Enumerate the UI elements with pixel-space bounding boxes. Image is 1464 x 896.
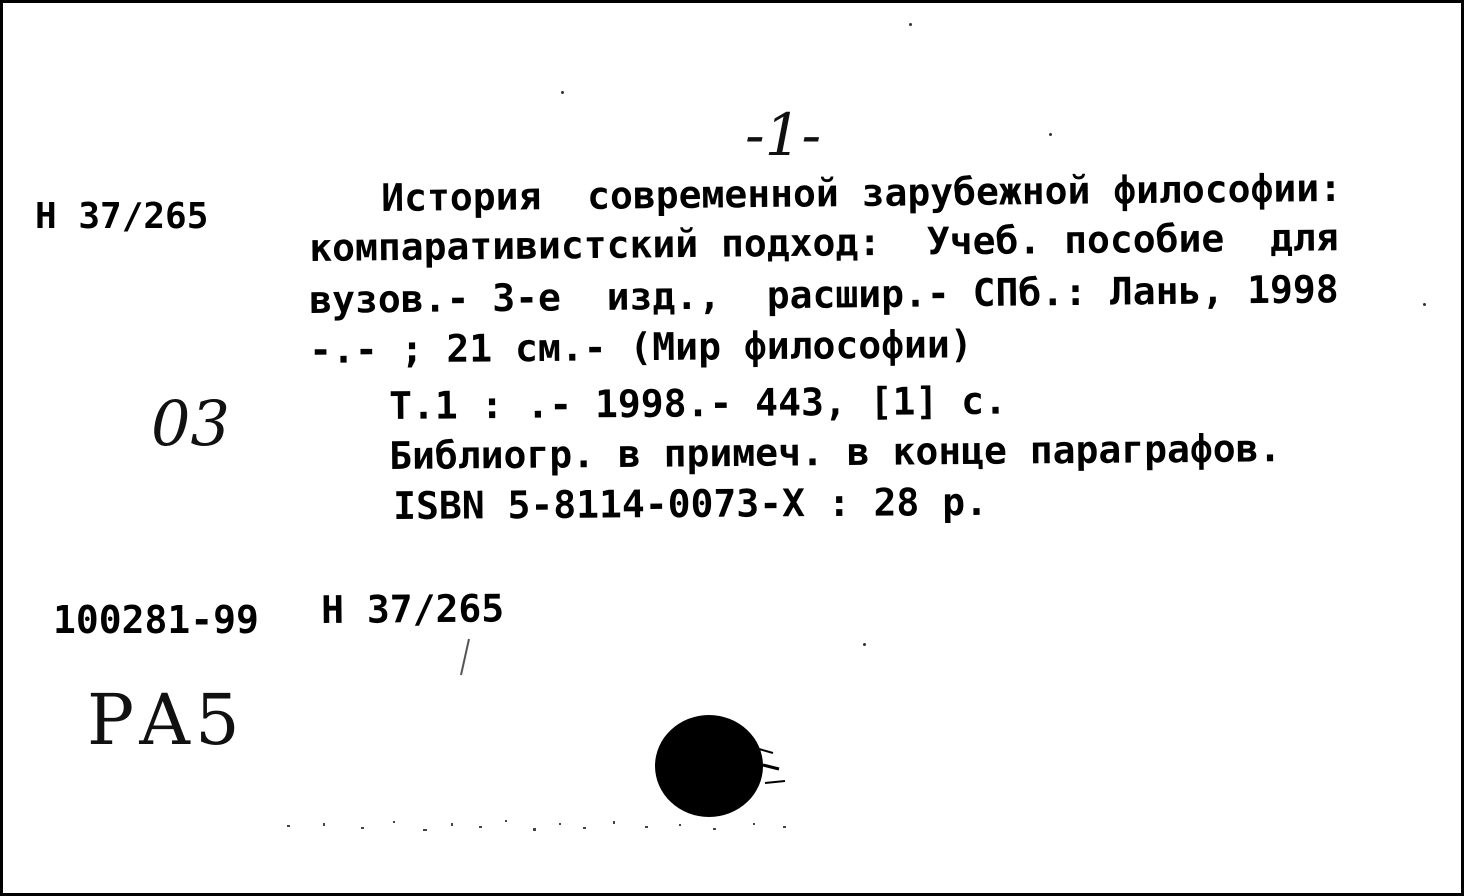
pencil-stroke [451, 635, 481, 679]
speck [561, 91, 564, 94]
speck [863, 643, 866, 646]
bibliography-note: Библиогр. в примеч. в конце параграфов. [388, 426, 1282, 478]
title-line-2: компаративистский подход: Учеб. пособие для [308, 215, 1339, 270]
volume-line: Т.1 : .- 1998.- 443, [1] с. [388, 378, 1008, 428]
title-line-4: -.- ; 21 см.- (Мир философии) [308, 322, 973, 372]
isbn-line: ISBN 5-8114-0073-X : 28 р. [392, 479, 989, 528]
call-number-top: Н 37/265 [35, 196, 209, 237]
speck [909, 23, 912, 26]
title-line-3: вузов.- 3-е изд., расшир.- СПб.: Лань, 1998 [308, 267, 1339, 322]
title-line-1: История современной зарубежной философии: [380, 165, 1343, 220]
speck [1049, 133, 1052, 136]
handwritten-code: 03 [151, 387, 230, 460]
blot-splatter [755, 739, 795, 799]
punch-hole-blot [655, 715, 763, 817]
page-number: -1- [745, 101, 822, 169]
call-number-bottom: Н 37/265 [320, 586, 505, 632]
handwritten-mark: РА5 [87, 679, 244, 761]
inventory-number: 100281-99 [53, 598, 259, 642]
speck [1423, 303, 1426, 306]
scan-noise [283, 811, 803, 841]
